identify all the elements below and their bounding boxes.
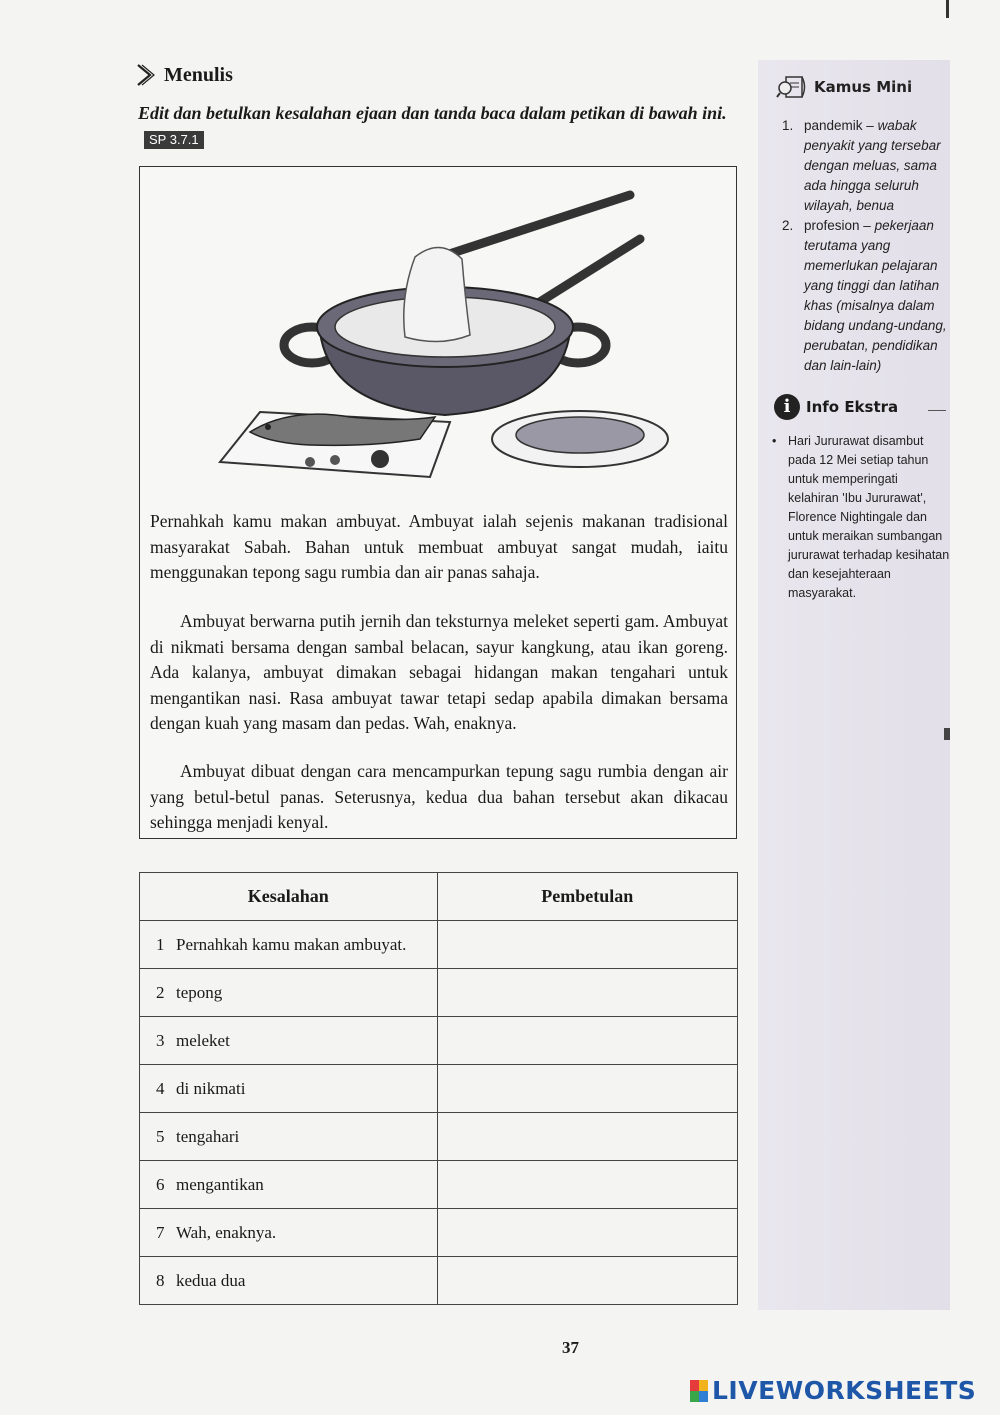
info-ekstra-body (772, 432, 950, 603)
table-row (140, 1161, 738, 1209)
row-number: 5 (156, 1126, 165, 1146)
passage-paragraph-3: Ambuyat dibuat dengan cara mencampurkan tepung sagu rumbia dengan air yang betul-betul panas. Seterusnya, kedua dua bahan tersebut akan dikacau sehingga menjadi kenyal. (150, 761, 728, 832)
error-text: kedua dua (176, 1270, 246, 1290)
list-item: 1. pandemik – wabak penyakit yang tersebar dengan meluas, sama ada hingga seluruh wilayah, benua (782, 116, 950, 216)
table-row (140, 921, 738, 969)
correction-input[interactable] (437, 1113, 737, 1161)
table-row (140, 1017, 738, 1065)
passage-paragraph-1: Pernahkah kamu makan ambuyat. Ambuyat ialah sejenis makanan tradisional masyarakat Sabah. Bahan untuk membuat ambuyat sangat mudah, iaitu menggunakan tepong sagu rumbia dan air panas sahaja. (150, 511, 728, 582)
table-row (140, 1209, 738, 1257)
bullet-icon: • (772, 434, 777, 448)
list-item: 2. profesion – pekerjaan terutama yang memerlukan pelajaran yang tinggi dan latihan khas (misalnya dalam bidang undang-undang, perubatan, pendidikan dan lain-lain) (782, 216, 950, 376)
dictionary-magnifier-icon (776, 74, 810, 100)
error-text: Pernahkah kamu makan ambuyat. (176, 934, 407, 954)
instruction-text: Edit dan betulkan kesalahan ejaan dan tanda baca dalam petikan di bawah ini. (138, 103, 727, 123)
scan-mark (944, 728, 950, 740)
kamus-mini-list (782, 116, 950, 376)
error-text: meleket (176, 1030, 230, 1050)
error-cell (140, 1017, 438, 1065)
correction-input[interactable] (437, 1257, 737, 1305)
section-title: Menulis (164, 63, 233, 86)
row-number: 6 (156, 1174, 165, 1194)
error-cell (140, 1209, 438, 1257)
item-number: 2. (782, 218, 794, 233)
error-cell (140, 1065, 438, 1113)
error-text: di nikmati (176, 1078, 246, 1098)
info-ekstra-title: Info Ekstra (806, 398, 899, 416)
info-icon: i (774, 394, 800, 420)
error-cell (140, 921, 438, 969)
item-term: pandemik (804, 118, 863, 133)
instruction (138, 100, 748, 154)
watermark-text: LIVEWORKSHEETS (712, 1376, 977, 1405)
table-row (140, 1065, 738, 1113)
info-ekstra-text: Hari Jururawat disambut pada 12 Mei setiap tahun untuk memperingati kelahiran 'Ibu Jururawat', Florence Nightingale dan untuk meraikan sumbangan jururawat terhadap kesihatan dan kesejahteraan masyarakat. (788, 434, 950, 600)
passage-paragraph-2: Ambuyat berwarna putih jernih dan teksturnya meleket seperti gam. Ambuyat di nikmati bersama dengan sambal belacan, sayur kangkung, atau ikan goreng. Ada kalanya, ambuyat dimakan sebagai hidangan makan tengahari untuk mengantikan nasi. Rasa ambuyat tawar tetapi sedap apabila dimakan bersama dengan kuah yang masam dan pedas. Wah, enaknya. (150, 611, 728, 733)
correction-input[interactable] (437, 1209, 737, 1257)
correction-input[interactable] (437, 969, 737, 1017)
ambuyat-illustration (200, 177, 680, 502)
item-number: 1. (782, 118, 794, 133)
correction-input[interactable] (437, 1017, 737, 1065)
error-cell (140, 1113, 438, 1161)
passage-box (139, 166, 737, 839)
divider (928, 410, 946, 411)
error-text: mengantikan (176, 1174, 264, 1194)
error-cell (140, 1257, 438, 1305)
correction-table (139, 872, 738, 1305)
item-definition: pekerjaan terutama yang memerlukan pelajaran yang tinggi dan latihan khas (misalnya dalam bidang undang-undang, perubatan, pendidikan dan lain-lain) (804, 218, 947, 373)
standard-badge: SP 3.7.1 (144, 131, 204, 149)
correction-input[interactable] (437, 921, 737, 969)
kamus-mini-title: Kamus Mini (814, 78, 913, 96)
row-number: 7 (156, 1222, 165, 1242)
error-cell (140, 1161, 438, 1209)
row-number: 8 (156, 1270, 165, 1290)
header-pembetulan: Pembetulan (437, 873, 737, 921)
info-ekstra-header (774, 394, 898, 420)
error-text: tengahari (176, 1126, 240, 1146)
error-text: tepong (176, 982, 223, 1002)
table-row (140, 1257, 738, 1305)
correction-input[interactable] (437, 1065, 737, 1113)
scan-mark (946, 0, 949, 18)
table-header-row (140, 873, 738, 921)
liveworksheets-logo-icon (690, 1380, 708, 1402)
correction-input[interactable] (437, 1161, 737, 1209)
error-cell (140, 969, 438, 1017)
item-term: profesion (804, 218, 860, 233)
liveworksheets-watermark (690, 1376, 976, 1405)
chevron-right-icon (134, 62, 156, 88)
item-definition: wabak penyakit yang tersebar dengan meluas, sama ada hingga seluruh wilayah, benua (804, 118, 941, 213)
section-header (134, 62, 233, 88)
row-number: 3 (156, 1030, 165, 1050)
table-row (140, 1113, 738, 1161)
row-number: 1 (156, 934, 165, 954)
row-number: 2 (156, 982, 165, 1002)
header-kesalahan: Kesalahan (140, 873, 438, 921)
table-row (140, 969, 738, 1017)
page-number: 37 (562, 1338, 579, 1357)
error-text: Wah, enaknya. (176, 1222, 277, 1242)
kamus-mini-header (776, 74, 912, 100)
row-number: 4 (156, 1078, 165, 1098)
